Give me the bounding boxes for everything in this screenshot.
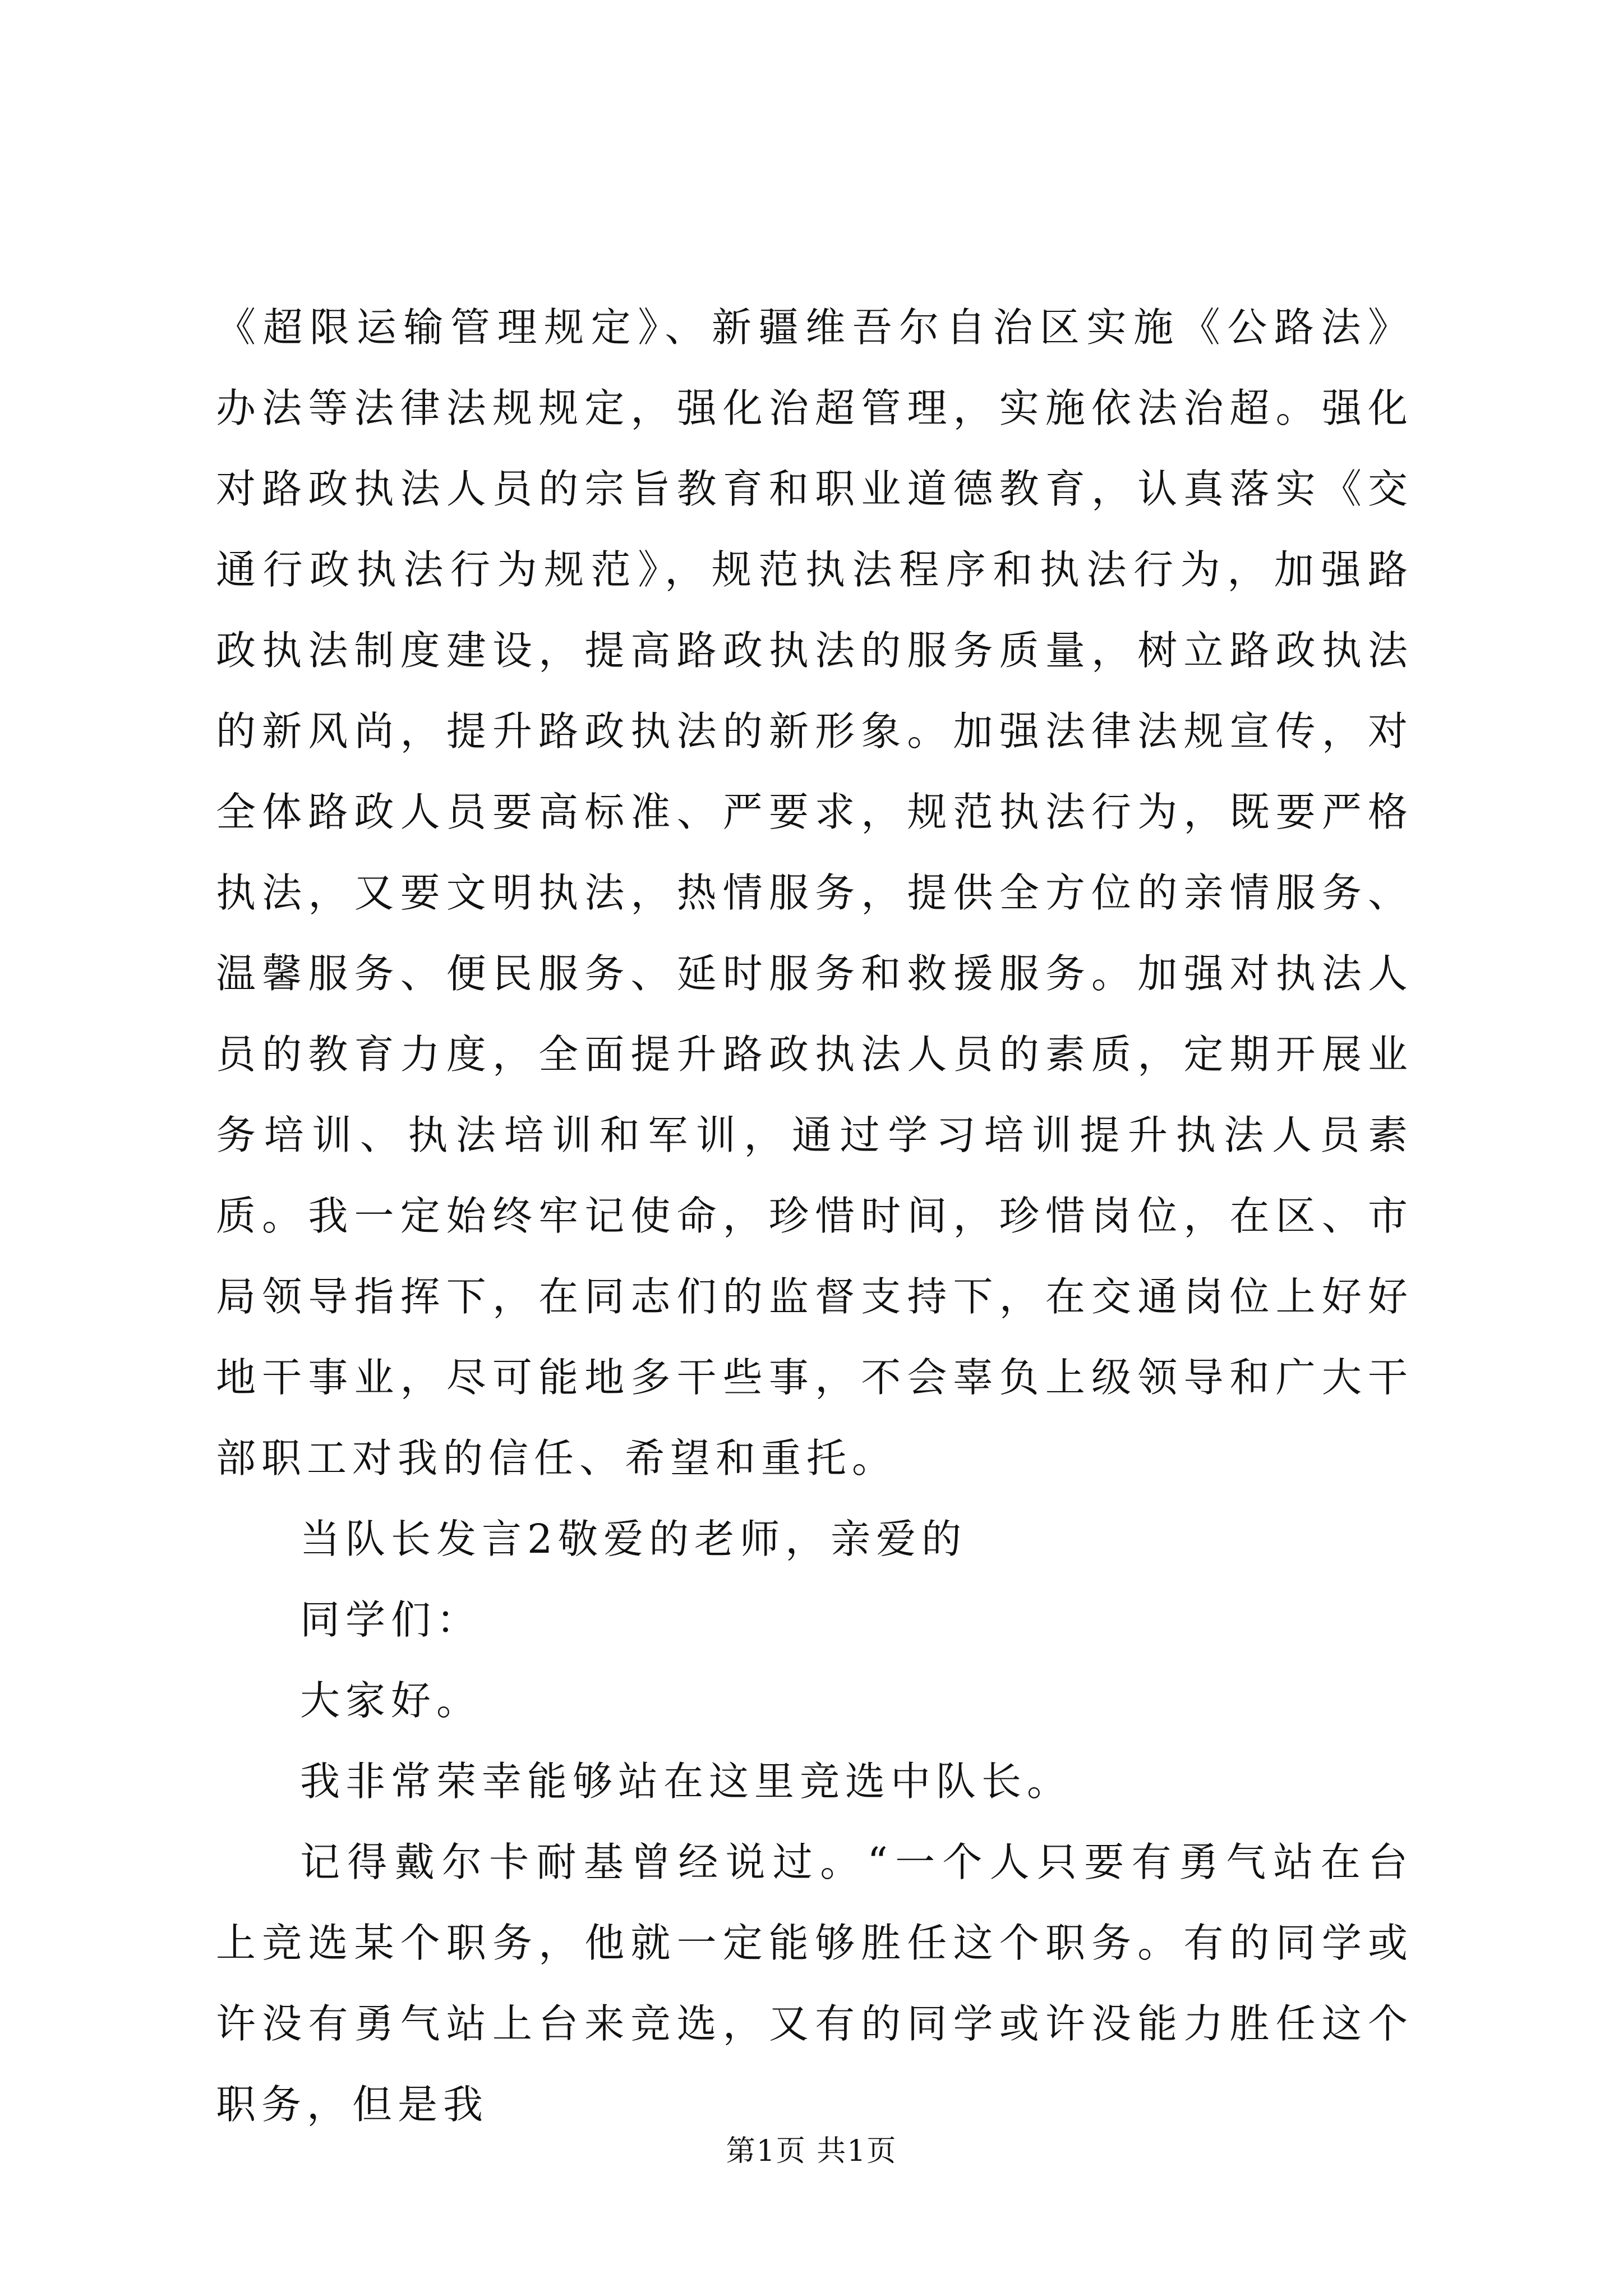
- paragraph-speech-title: 当队长发言2敬爱的老师，亲爱的: [300, 1516, 967, 1562]
- paragraph-greeting: 大家好。: [300, 1677, 482, 1724]
- paragraph-continuation: 《超限运输管理规定》、新疆维吾尔自治区实施《公路法》办法等法律法规规定，强化治超管理，实施依法治超。强化对路政执法人员的宗旨教育和职业道德教育，认真落实《交通行政执法行为规范》，规范执法程序和执法行为，加强路政执法制度建设，提高路政执法的服务质量，树立路政执法的新风尚，提升路政执法的新形象。加强法律法规宣传，对全体路政人员要高标准、严要求，规范执法行为，既要严格执法，又要文明执法，热情服务，提供全方位的亲情服务、温馨服务、便民服务、延时服务和救援服务。加强对执法人员的教育力度，全面提升路政执法人员的素质，定期开展业务培训、执法培训和军训，通过学习培训提升执法人员素质。我一定始终牢记使命，珍惜时间，珍惜岗位，在区、市局领导指挥下，在同志们的监督支持下，在交通岗位上好好地干事业，尽可能地多干些事，不会辜负上级领导和广大干部职工对我的信任、希望和重托。: [216, 304, 1413, 1481]
- paragraph-intro: 我非常荣幸能够站在这里竞选中队长。: [300, 1758, 1073, 1805]
- paragraph-salutation: 同学们：: [300, 1596, 482, 1643]
- document-body: [216, 287, 1413, 2145]
- page-footer: 第1页 共1页: [726, 2134, 897, 2168]
- paragraph-quote: 记得戴尔卡耐基曾经说过。“一个人只要有勇气站在台上竞选某个职务，他就一定能够胜任这个职务。有的同学或许没有勇气站上台来竞选，又有的同学或许没能力胜任这个职务，但是我: [216, 1839, 1413, 2128]
